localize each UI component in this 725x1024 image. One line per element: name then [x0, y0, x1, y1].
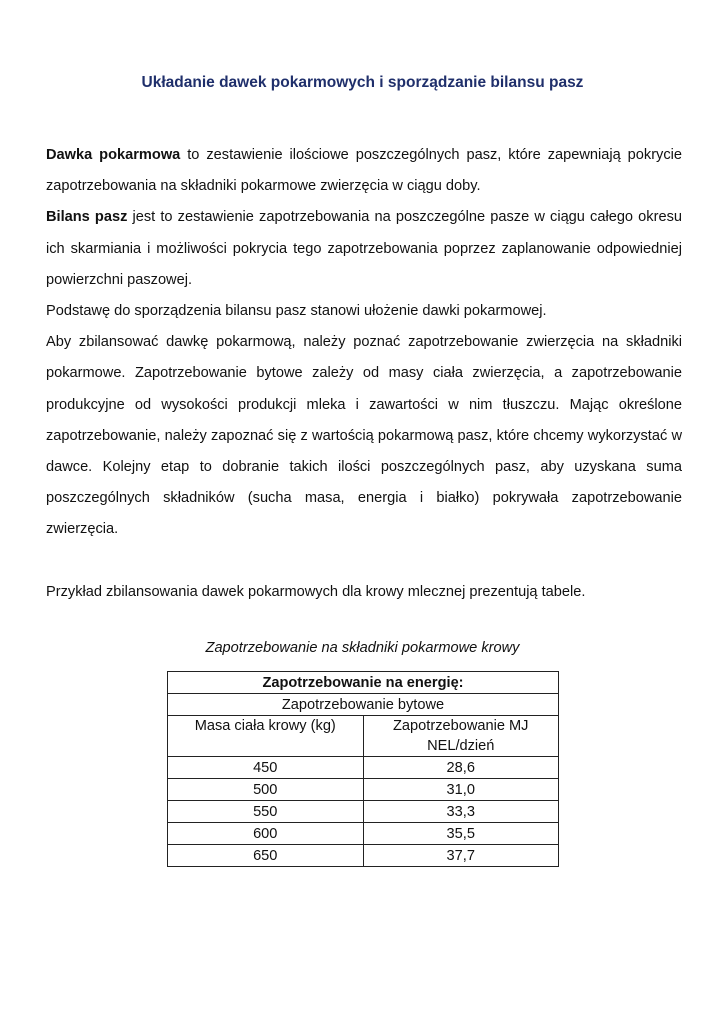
term-dawka-pokarmowa: Dawka pokarmowa: [46, 147, 181, 163]
table-column-header-row: [168, 716, 559, 757]
column-header-energy-line1: Zapotrzebowanie MJ: [393, 718, 529, 734]
cell-energy: 28,6: [363, 757, 559, 779]
column-header-energy: [363, 716, 559, 757]
cell-energy: 37,7: [363, 845, 559, 867]
definition-dawka-pokarmowa: to zestawienie ilościowe poszczególnych pasz, które zapewniają pokrycie zapotrzebowania na składniki pokarmowe zwierzęcia w ciągu doby.: [46, 147, 683, 195]
paragraph-example: Przykład zbilansowania dawek pokarmowych dla krowy mlecznej prezentują tabele.: [46, 583, 586, 600]
table-caption: Zapotrzebowanie na składniki pokarmowe krowy: [205, 640, 520, 656]
column-header-energy-line2: NEL/dzień: [427, 738, 495, 754]
cell-mass: 600: [168, 823, 364, 845]
paragraph-definition-bilans: [46, 202, 682, 296]
paragraph-balancing: Aby zbilansować dawkę pokarmową, należy poznać zapotrzebowanie zwierzęcia na składniki pokarmowe. Zapotrzebowanie bytowe zależy od masy ciała zwierzęcia, a zapotrzebowanie produkcyjne od wysokości produkcji mleka i zawartości w nim tłuszczu. Mając określone zapotrzebowanie, należy zapoznać się z wartością pokarmową pasz, które chcemy wykorzystać w dawce. Kolejny etap to dobranie takich ilości poszczególnych pasz, aby uzyskana suma poszczególnych składników (sucha masa, energia i białko) pokrywała zapotrzebowanie zwierzęcia.: [46, 334, 682, 538]
cell-mass: 450: [168, 757, 364, 779]
page-title: Układanie dawek pokarmowych i sporządzanie bilansu pasz: [141, 74, 584, 91]
table-row: [168, 801, 559, 823]
definition-bilans-pasz: jest to zestawienie zapotrzebowania na poszczególne pasze w ciągu całego okresu ich skarmiania i możliwości pokrycia tego zapotrzebowania poprzez zaplanowanie odpowiedniej powierzchni paszowej.: [46, 209, 682, 288]
table-header-row: [168, 672, 559, 694]
table-subheader-row: [168, 694, 559, 716]
cell-mass: 550: [168, 801, 364, 823]
cell-energy: 35,5: [363, 823, 559, 845]
table-header: Zapotrzebowanie na energię:: [168, 672, 559, 694]
requirements-table: [167, 671, 559, 867]
cell-energy: 31,0: [363, 779, 559, 801]
spacer: [46, 546, 682, 577]
paragraph-definition-dawka: [46, 140, 682, 202]
table-row: [168, 757, 559, 779]
column-header-mass: Masa ciała krowy (kg): [168, 716, 364, 757]
term-bilans-pasz: Bilans pasz: [46, 209, 128, 226]
cell-energy: 33,3: [363, 801, 559, 823]
cell-mass: 650: [168, 845, 364, 867]
body-text: [46, 140, 682, 608]
table-row: [168, 823, 559, 845]
table-row: [168, 845, 559, 867]
table-row: [168, 779, 559, 801]
table-subheader: Zapotrzebowanie bytowe: [168, 694, 559, 716]
paragraph-basis: Podstawę do sporządzenia bilansu pasz stanowi ułożenie dawki pokarmowej.: [46, 303, 547, 320]
cell-mass: 500: [168, 779, 364, 801]
